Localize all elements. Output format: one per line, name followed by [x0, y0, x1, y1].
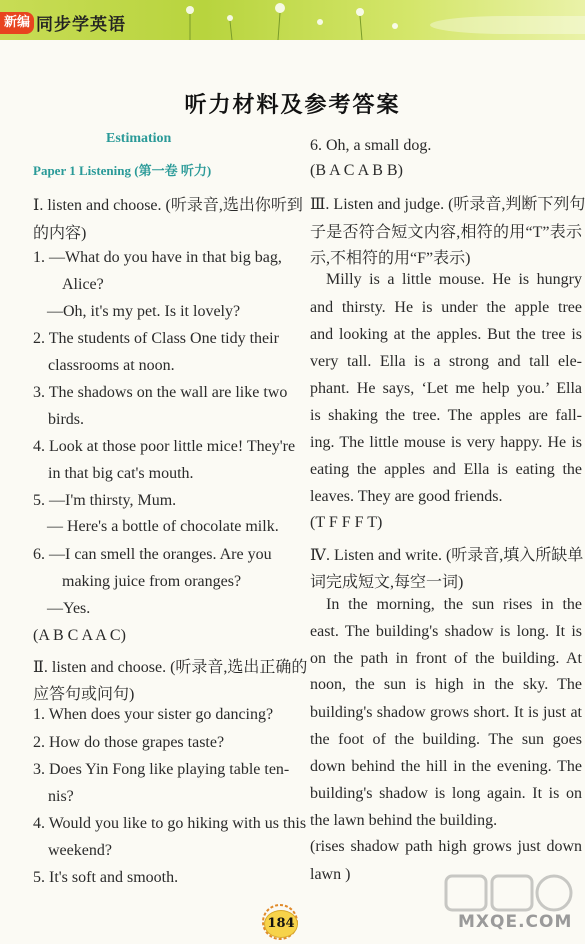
right-text-line: building's shadow grows short. It is just at [310, 704, 582, 721]
left-text-line: —Yes. [47, 600, 91, 617]
watermark-url: MXQE.COM [458, 912, 573, 932]
left-text-line: 4. Would you like to go hiking with us this [33, 815, 307, 832]
left-text-line: 2. How do those grapes taste? [33, 734, 225, 751]
left-text-line: 5. It's soft and smooth. [33, 869, 179, 886]
left-text-line: 5. —I'm thirsty, Mum. [33, 492, 177, 509]
left-text-line: in that big cat's mouth. [48, 465, 194, 482]
right-text-line: In the morning, the sun rises in the [326, 596, 582, 613]
right-text-line: lawn ) [310, 866, 351, 883]
left-text-line: (A B C A A C) [33, 627, 126, 644]
left-text-line: 3. Does Yin Fong like playing table ten- [33, 761, 290, 778]
header-swoosh [430, 16, 585, 34]
right-text-line: and thirsty. He is under the apple tree [310, 299, 582, 316]
right-text-line: (B A C A B B) [310, 162, 403, 179]
right-text-line: 词完成短文,每空一词) [310, 574, 464, 591]
right-text-line: 子是否符合短文内容,相符的用“T”表示 [310, 224, 582, 241]
right-text-line: Ⅲ. Listen and judge. (听录音,判断下列句 [310, 196, 585, 213]
right-text-line: is shaking the tree. The apples are fall- [310, 407, 582, 424]
left-text-line: 应答句或问句) [33, 686, 135, 703]
right-text-line: 6. Oh, a small dog. [310, 137, 432, 154]
left-text-line: nis? [48, 788, 74, 805]
right-text-line: very tall. Ella is a strong and tall ele- [310, 353, 582, 370]
page-title: 听力材料及参考答案 [184, 93, 401, 118]
left-text-line: 的内容) [33, 225, 87, 242]
flower-decoration-icon [170, 0, 410, 40]
right-text-line: Ⅳ. Listen and write. (听录音,填入所缺单 [310, 547, 584, 564]
right-text-line: the foot of the building. The sun goes [310, 731, 582, 748]
right-text-line: east. The building's shadow is long. It is [310, 623, 582, 640]
series-badge: 新编 [0, 12, 34, 34]
left-text-line: 2. The students of Class One tidy their [33, 330, 279, 347]
left-text-line: classrooms at noon. [48, 357, 175, 374]
right-text-line: on the path in front of the building. At [310, 650, 582, 667]
right-text-line: (T F F F T) [310, 514, 383, 531]
left-text-line: Alice? [62, 276, 104, 293]
right-text-line: leaves. They are good friends. [310, 488, 503, 505]
right-text-line: the lawn behind the building. [310, 812, 498, 829]
left-text-line: — Here's a bottle of chocolate milk. [47, 518, 279, 535]
book-brand: 同步学英语 [36, 15, 126, 35]
right-text-line: eating the apples and Ella is eating the [310, 461, 582, 478]
left-text-line: 1. When does your sister go dancing? [33, 706, 274, 723]
right-text-line: down behind the hill in the evening. The [310, 758, 582, 775]
left-text-line: 1. —What do you have in that big bag, [33, 249, 282, 266]
right-text-line: Milly is a little mouse. He is hungry [326, 271, 582, 288]
header-bar [0, 0, 585, 40]
left-text-line: 3. The shadows on the wall are like two [33, 384, 288, 401]
right-text-line: building's shadow is long again. It is on [310, 785, 582, 802]
page-number: 184 [264, 910, 298, 938]
left-text-line: Ⅱ. listen and choose. (听录音,选出正确的 [33, 659, 308, 676]
right-text-line: (rises shadow path high grows just down [310, 838, 582, 855]
left-text-line: —Oh, it's my pet. Is it lovely? [47, 303, 241, 320]
section-heading: Estimation [106, 131, 172, 146]
right-text-line: 示,不相符的用“F”表示) [310, 250, 471, 267]
right-text-line: ing. The little mouse is very happy. He is [310, 434, 582, 451]
left-text-line: Ⅰ. listen and choose. (听录音,选出你听到 [33, 197, 303, 214]
left-text-line: 4. Look at those poor little mice! They're [33, 438, 296, 455]
right-text-line: phant. He says, ‘Let me help you.’ Ella [310, 380, 582, 397]
right-text-line: and looking at the apples. But the tree is [310, 326, 582, 343]
right-text-line: noon, the sun is high in the sky. The [310, 676, 582, 693]
left-text-line: making juice from oranges? [62, 573, 242, 590]
left-text-line: birds. [48, 411, 84, 428]
paper-heading: Paper 1 Listening (第一卷 听力) [33, 163, 212, 178]
page-number-badge [258, 904, 302, 940]
left-text-line: weekend? [48, 842, 112, 859]
left-text-line: 6. —I can smell the oranges. Are you [33, 546, 272, 563]
